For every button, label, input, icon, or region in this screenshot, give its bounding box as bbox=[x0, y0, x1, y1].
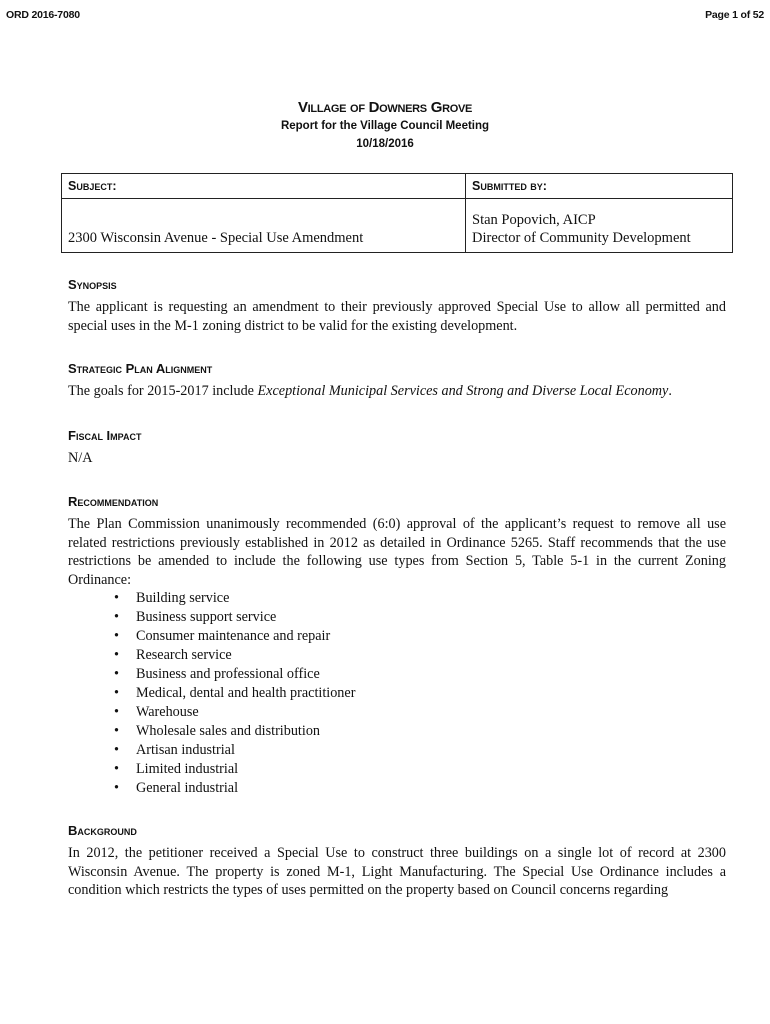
subject-table bbox=[61, 173, 733, 253]
use-type-item: • Business support service bbox=[114, 608, 726, 627]
use-type-item: • Consumer maintenance and repair bbox=[114, 627, 726, 646]
ordinance-number: ORD 2016-7080 bbox=[6, 9, 80, 21]
synopsis-section bbox=[68, 277, 726, 335]
report-title-block bbox=[0, 99, 770, 153]
use-type-item: • Limited industrial bbox=[114, 760, 726, 779]
use-types-list bbox=[68, 589, 726, 798]
fiscal-text: N/A bbox=[68, 450, 93, 466]
use-type-item: • Building service bbox=[114, 589, 726, 608]
use-type-item: • Wholesale sales and distribution bbox=[114, 722, 726, 741]
use-type-item: • Medical, dental and health practitioner bbox=[114, 684, 726, 703]
submitter-name: Stan Popovich, AICP bbox=[472, 212, 596, 228]
report-subtitle: Report for the Village Council Meeting bbox=[280, 120, 490, 132]
background-section bbox=[68, 823, 726, 900]
use-type-item: • Artisan industrial bbox=[114, 741, 726, 760]
use-type-item: • Research service bbox=[114, 646, 726, 665]
strategic-goals: Exceptional Municipal Services and Strong and Diverse Local Economy bbox=[257, 383, 669, 399]
background-text: In 2012, the petitioner received a Special Use to construct three buildings on a single lot of record at 2300 Wisconsin Avenue. The property is zoned M-1, Light Manufacturing. The Special Use Ordinance includes a condition which restricts the types of uses permitted on the property based on Council concerns regarding bbox=[68, 845, 726, 898]
strategic-text-lead: The goals for 2015-2017 include bbox=[68, 383, 258, 399]
strategic-text bbox=[68, 382, 726, 401]
background-heading: Background bbox=[68, 823, 137, 838]
meeting-date: 10/18/2016 bbox=[356, 138, 414, 150]
recommendation-heading: Recommendation bbox=[68, 494, 159, 509]
submitter-title: Director of Community Development bbox=[472, 230, 691, 246]
fiscal-heading: Fiscal Impact bbox=[68, 428, 142, 443]
subject-label: Subject: bbox=[62, 174, 466, 199]
use-type-item: • General industrial bbox=[114, 779, 726, 798]
page-number: Page 1 of 52 bbox=[705, 9, 764, 21]
subject-value: 2300 Wisconsin Avenue - Special Use Amendment bbox=[62, 199, 466, 253]
submitted-by-label: Submitted by: bbox=[466, 174, 733, 199]
strategic-section bbox=[68, 361, 726, 401]
strategic-text-end: . bbox=[668, 383, 672, 399]
use-type-item: • Business and professional office bbox=[114, 665, 726, 684]
fiscal-section bbox=[68, 428, 726, 468]
synopsis-text: The applicant is requesting an amendment to their previously approved Special Use to allow all permitted and special uses in the M-1 zoning district to be valid for the existing development. bbox=[68, 299, 726, 334]
submitter-cell bbox=[466, 199, 733, 253]
recommendation-text: The Plan Commission unanimously recommended (6:0) approval of the applicant’s request to remove all use related restrictions previously established in 2012 as detailed in Ordinance 5265. Staff recommends that the use restrictions be amended to include the following use types from Section 5, Table 5-1 in the current Zoning Ordinance: bbox=[68, 516, 726, 588]
strategic-heading: Strategic Plan Alignment bbox=[68, 361, 213, 376]
synopsis-heading: Synopsis bbox=[68, 277, 117, 292]
recommendation-section bbox=[68, 494, 726, 798]
organization-title: Village of Downers Grove bbox=[297, 99, 473, 116]
use-type-item: • Warehouse bbox=[114, 703, 726, 722]
